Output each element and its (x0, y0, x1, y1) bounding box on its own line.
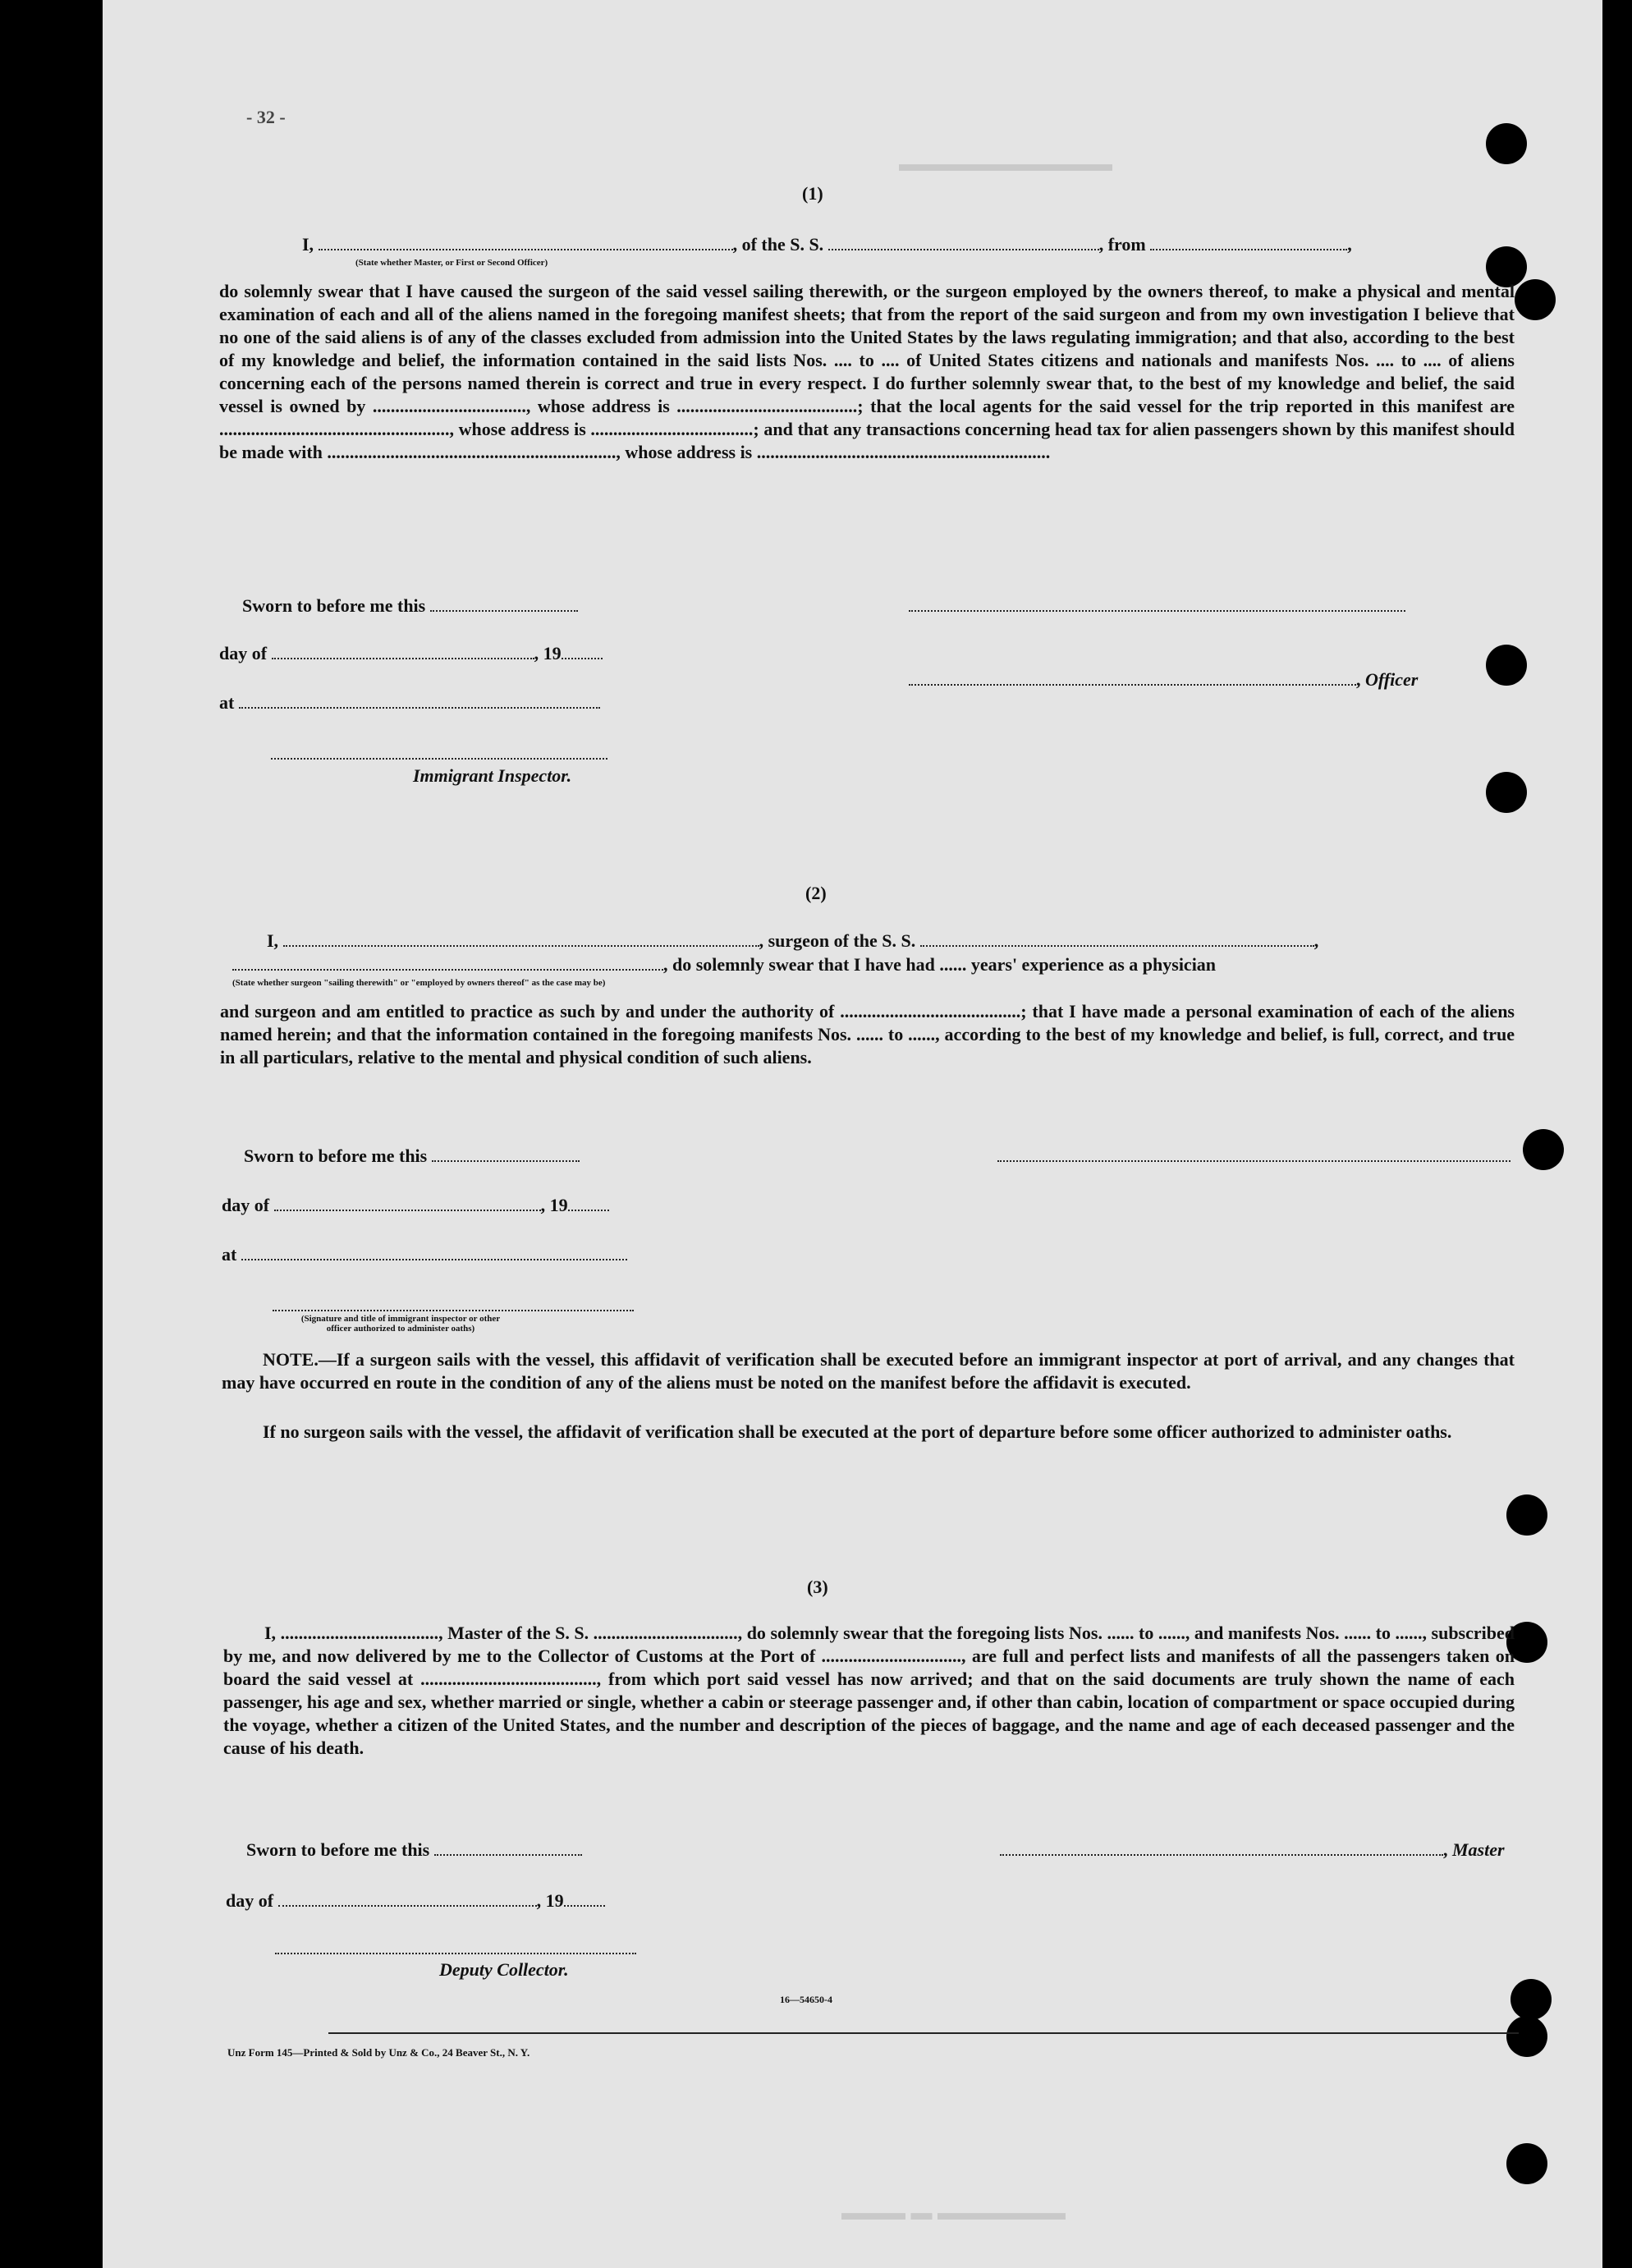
officer-name-field[interactable] (319, 236, 733, 250)
day-field[interactable] (278, 1892, 537, 1907)
surgeon-signature-field[interactable] (997, 1147, 1511, 1162)
bleed-through-mark: ▬▬▬▬▬▬▬▬▬▬ (899, 152, 1112, 176)
field-instruction: (State whether surgeon "sailing therewith" or "employed by owners thereof" as the case may be) (232, 978, 606, 988)
inspector-signature-field[interactable] (271, 745, 607, 760)
form-sheet (103, 0, 1602, 2268)
year-field[interactable] (568, 1196, 609, 1211)
at-line (219, 692, 600, 714)
oath-body: and surgeon and am entitled to practice as such by and under the authority of ........................................; that I have made a personal examination of each of the aliens named herein; and that the information contained in the foregoing manifests Nos. ...... to ......, according to the best of my knowledge and belief, is full, correct, and true in all particulars, relative to the mental and physical condition of such aliens. (220, 1001, 1515, 1067)
field-label: Sworn to before me this (246, 1839, 430, 1860)
punch-hole (1486, 645, 1527, 686)
punch-hole (1506, 2016, 1547, 2057)
field-label: of the S. S. (741, 234, 824, 255)
field-label: day of (219, 643, 268, 663)
sworn-line (242, 595, 578, 617)
surgeon-name-field[interactable] (283, 932, 759, 947)
section-number: (2) (805, 883, 827, 903)
master-signature-line: , Master (1000, 1839, 1505, 1861)
field-label: do solemnly swear that I have had ...... years' experience as a physician (672, 954, 1217, 975)
signature-line (909, 595, 1405, 617)
year-field[interactable] (564, 1892, 605, 1907)
oath-line: , do solemnly swear that I have had ...... years' experience as a physician (232, 954, 1216, 976)
section-number: (3) (807, 1577, 828, 1597)
officer-signature-field[interactable] (909, 597, 1405, 612)
field-label: 19 (549, 1195, 568, 1215)
field-label: day of (222, 1195, 270, 1215)
section-number: (1) (802, 183, 823, 204)
day-line: day of , 19 (226, 1890, 605, 1912)
punch-hole (1523, 1129, 1564, 1170)
field-label: from (1107, 234, 1146, 255)
vessel-name-field[interactable] (920, 932, 1314, 947)
punch-hole (1515, 279, 1556, 320)
officer-line: , Officer (909, 669, 1418, 691)
field-instruction: (State whether Master, or First or Second Officer) (355, 258, 548, 268)
sworn-date-field[interactable] (432, 1147, 580, 1162)
note-paragraph: NOTE.—If a surgeon sails with the vessel, this affidavit of verification shall be executed before an immigrant inspector at port of arrival, and any changes that may have occurred en route in the condition of any of the aliens must be noted on the manifest before the affidavit is executed. (222, 1349, 1515, 1393)
sworn-date-field[interactable] (430, 597, 578, 612)
field-label: at (219, 692, 235, 713)
punch-hole (1506, 2143, 1547, 2184)
field-label: Sworn to before me this (244, 1145, 428, 1166)
officer-field[interactable] (909, 671, 1356, 686)
field-label: I, (267, 930, 279, 951)
punch-hole (1506, 1494, 1547, 1536)
year-field[interactable] (562, 645, 603, 659)
field-label: day of (226, 1890, 274, 1911)
punch-hole (1486, 123, 1527, 164)
oath-line: I, , surgeon of the S. S. , (267, 930, 1319, 951)
port-from-field[interactable] (1150, 236, 1347, 250)
oath-body: do solemnly swear that I have caused the surgeon of the said vessel sailing therewith, or the surgeon employed by the owners thereof, to make a physical and mental examination of each and all of the aliens named in the foregoing manifest sheets; that from the report of the said surgeon and from my own investigation I believe that no one of the said aliens is of any of the classes excluded from admission into the United States by the laws regulating immigration; and that also, according to the best of my knowledge and belief, the information contained in the said lists Nos. .... to .... of United States citizens and nationals and manifests Nos. .... to .... of aliens concerning each of the persons named therein is correct and true in every respect. I do further solemnly swear that, to the best of my knowledge and belief, the said vessel is owned by .................................., whose address is ........................................; that the local agents for the said vessel for the trip reported in this manifest are ..................................................., whose address is ....................................; and that any transactions concerning head tax for alien passengers shown by this manifest should be made with ................................................................, whose address is ................................................................. (219, 281, 1515, 462)
collector-signature-field[interactable] (275, 1940, 636, 1954)
punch-hole (1511, 1979, 1552, 2020)
footer-rule (328, 2032, 1519, 2034)
day-line: day of , 19 (222, 1195, 609, 1216)
sworn-line (246, 1839, 582, 1861)
collector-signature-line (275, 1938, 636, 1959)
field-label: Sworn to before me this (242, 595, 426, 616)
at-line (222, 1244, 627, 1265)
master-label: Master (1452, 1839, 1505, 1860)
bleed-through-mark: ▬▬▬ ▬ ▬▬▬▬▬▬ (841, 2201, 1066, 2224)
field-label: I, (302, 234, 314, 255)
vessel-name-field[interactable] (828, 236, 1099, 250)
day-line: day of , 19 (219, 643, 603, 664)
printer-imprint: Unz Form 145—Printed & Sold by Unz & Co., 24 Beaver St., N. Y. (227, 2046, 530, 2059)
day-field[interactable] (274, 1196, 541, 1211)
punch-hole (1486, 772, 1527, 813)
oath-line: I, , of the S. S. , from , (302, 234, 1352, 255)
form-number: 16—54650-4 (780, 1994, 832, 2005)
officer-label: Officer (1365, 669, 1419, 690)
master-signature-field[interactable] (1000, 1841, 1443, 1856)
sworn-date-field[interactable] (434, 1841, 582, 1856)
day-field[interactable] (272, 645, 534, 659)
sworn-line (244, 1145, 580, 1167)
field-label: 19 (545, 1890, 564, 1911)
field-label: 19 (543, 643, 562, 663)
inspector-signature-line (271, 743, 607, 764)
deputy-collector-label: Deputy Collector. (439, 1959, 569, 1980)
place-field[interactable] (239, 694, 600, 709)
signature-line (997, 1145, 1511, 1167)
oath-body: I, ..................................., Master of the S. S. ................................, do solemnly swear that the foregoing lists Nos. ...... to ......, and manifests Nos. ...... to ......, subscribed by me, and now delivered by me to the Collector of Customs at the Port of ..............................., are full and perfect lists and manifests of all the passengers taken on board the said vessel at ......................................., from which port said vessel has now arrived; and that on the said documents are truly shown the name of each passenger, his age and sex, whether married or single, whether a cabin or steerage passenger and, if other than cabin, location of compartment or space occupied during the voyage, whether a citizen of the United States, and the number and description of the pieces of baggage, and the name and age of each deceased passenger and the cause of his death. (223, 1623, 1515, 1758)
field-label: surgeon of the S. S. (768, 930, 916, 951)
inspector-signature-field[interactable] (273, 1297, 634, 1311)
note-paragraph: If no surgeon sails with the vessel, the affidavit of verification shall be executed at the port of departure before some officer authorized to administer oaths. (263, 1421, 1452, 1442)
field-label: at (222, 1244, 237, 1265)
inspector-label: Immigrant Inspector. (413, 765, 572, 786)
page-mark: - 32 - (246, 107, 286, 127)
place-field[interactable] (241, 1246, 627, 1260)
surgeon-status-field[interactable] (232, 956, 663, 971)
field-instruction: (Signature and title of immigrant inspector or other officer authorized to administer oaths) (300, 1314, 501, 1334)
